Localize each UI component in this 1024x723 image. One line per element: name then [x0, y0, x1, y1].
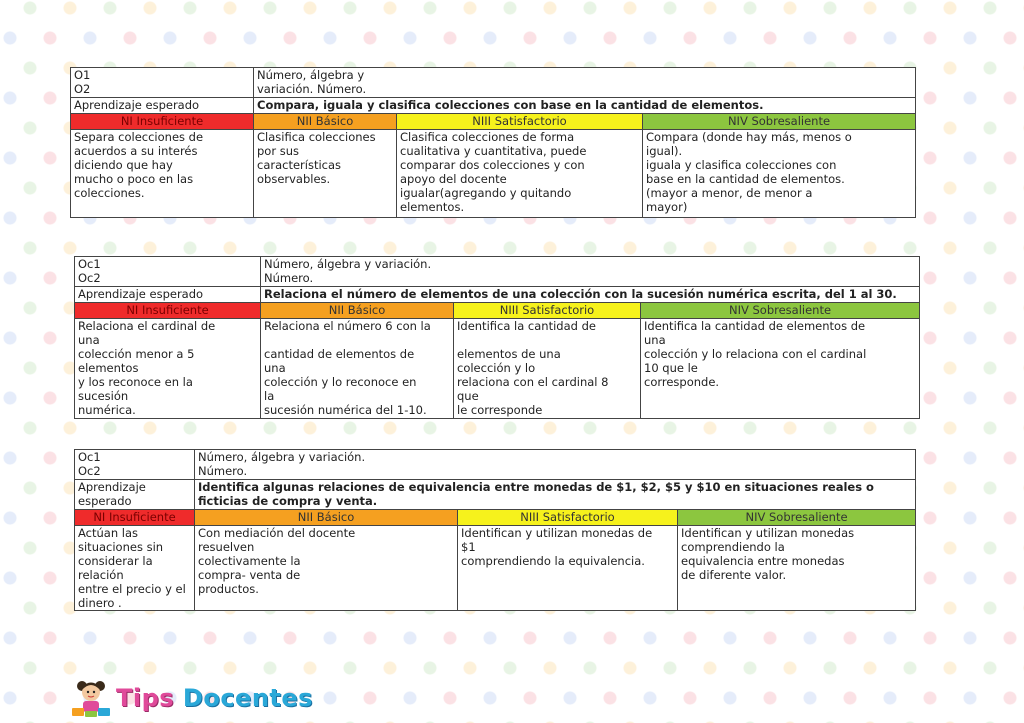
descriptor-nii: Clasifica colecciones por sus características observables.: [254, 130, 397, 218]
descriptor-niii: Identifica la cantidad de elementos de una colección y lo relaciona con el cardinal 8 que le corresponde: [454, 319, 641, 419]
level-header-niii: NIII Satisfactorio: [397, 114, 643, 130]
girl-mascot-icon: [70, 678, 112, 718]
level-header-niv: NIV Sobresaliente: [678, 510, 916, 526]
level-header-ni: NI Insuficiente: [75, 303, 261, 319]
eje-text: Número, álgebra y variación. Número.: [195, 450, 916, 480]
rubric-table-1: [70, 67, 916, 218]
organizer-ids: Oc1 Oc2: [75, 257, 261, 287]
tips-docentes-logo: [70, 678, 313, 718]
descriptor-niv: Identifican y utilizan monedas comprendiendo la equivalencia entre monedas de diferente valor.: [678, 526, 916, 611]
logo-tips: Tips: [116, 684, 175, 712]
aprendizaje-label: Aprendizaje esperado: [71, 98, 254, 114]
level-header-niv: NIV Sobresaliente: [643, 114, 916, 130]
rubric-table-3: [74, 449, 916, 611]
logo-docentes: Docentes: [182, 684, 313, 712]
level-header-ni: NI Insuficiente: [75, 510, 195, 526]
logo-wordmark: [116, 684, 313, 712]
aprendizaje-label: Aprendizaje esperado: [75, 480, 195, 510]
level-header-nii: NII Básico: [254, 114, 397, 130]
aprendizaje-label: Aprendizaje esperado: [75, 287, 261, 303]
organizer-ids: Oc1 Oc2: [75, 450, 195, 480]
descriptor-nii: Relaciona el número 6 con la cantidad de elementos de una colección y lo reconoce en la sucesión numérica del 1-10.: [261, 319, 454, 419]
level-header-ni: NI Insuficiente: [71, 114, 254, 130]
descriptor-ni: Separa colecciones de acuerdos a su interés diciendo que hay mucho o poco en las colecciones.: [71, 130, 254, 218]
descriptor-niv: Identifica la cantidad de elementos de una colección y lo relaciona con el cardinal 10 que le corresponde.: [641, 319, 920, 419]
organizer-ids: O1 O2: [71, 68, 254, 98]
level-header-niv: NIV Sobresaliente: [641, 303, 920, 319]
descriptor-niii: Identifican y utilizan monedas de $1 comprendiendo la equivalencia.: [458, 526, 678, 611]
descriptor-niii: Clasifica colecciones de forma cualitativa y cuantitativa, puede comparar dos colecciones y con apoyo del docente igualar(agregando y quitando elementos.: [397, 130, 643, 218]
level-header-niii: NIII Satisfactorio: [454, 303, 641, 319]
rubric-table-2: [74, 256, 920, 419]
eje-text: Número, álgebra y variación. Número.: [254, 68, 916, 98]
descriptor-nii: Con mediación del docente resuelven colectivamente la compra- venta de productos.: [195, 526, 458, 611]
aprendizaje-text: Identifica algunas relaciones de equivalencia entre monedas de $1, $2, $5 y $10 en situaciones reales o ficticias de compra y venta.: [195, 480, 916, 510]
descriptor-ni: Actúan las situaciones sin considerar la relación entre el precio y el dinero .: [75, 526, 195, 611]
level-header-nii: NII Básico: [195, 510, 458, 526]
aprendizaje-text: Relaciona el número de elementos de una colección con la sucesión numérica escrita, del 1 al 30.: [261, 287, 920, 303]
aprendizaje-text: Compara, iguala y clasifica colecciones con base en la cantidad de elementos.: [254, 98, 916, 114]
descriptor-ni: Relaciona el cardinal de una colección menor a 5 elementos y los reconoce en la sucesión numérica.: [75, 319, 261, 419]
eje-text: Número, álgebra y variación. Número.: [261, 257, 920, 287]
descriptor-niv: Compara (donde hay más, menos o igual). iguala y clasifica colecciones con base en la cantidad de elementos. (mayor a menor, de menor a mayor): [643, 130, 916, 218]
level-header-nii: NII Básico: [261, 303, 454, 319]
level-header-niii: NIII Satisfactorio: [458, 510, 678, 526]
